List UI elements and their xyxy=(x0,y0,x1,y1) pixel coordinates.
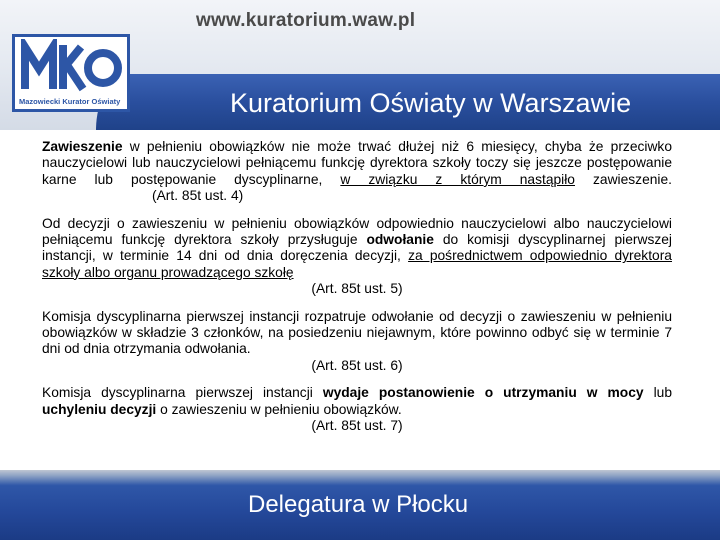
page-title: Kuratorium Oświaty w Warszawie xyxy=(230,88,632,118)
footer xyxy=(0,470,720,540)
logo-caption: Mazowiecki Kurator Oświaty xyxy=(19,97,121,106)
paragraph-4-text: Komisja dyscyplinarna pierwszej instancji xyxy=(42,385,323,401)
paragraph-2-underlined: za pośrednictwem odpowiednio dyrektora szkoły albo organu prowadzącego szkołę xyxy=(42,248,672,280)
header xyxy=(0,0,720,130)
site-url[interactable]: www.kuratorium.waw.pl xyxy=(196,10,416,31)
term-odwolanie: odwołanie xyxy=(366,232,434,248)
paragraph-2-text-mid: do komisji dyscyplinarnej pierwszej instancji, w terminie 14 dni od dnia doręczenia decyzji, xyxy=(42,232,672,264)
footer-title: Delegatura w Płocku xyxy=(248,491,469,518)
paragraph-3-text: Komisja dyscyplinarna pierwszej instancji rozpatruje odwołanie od decyzji o zawieszeniu w pełnieniu obowiązków w składzie 3 członków, na posiedzeniu niejawnym, które powinno odbyć się w terminie 7 dni od dnia otrzymania odwołania. xyxy=(42,308,672,357)
main-content xyxy=(42,139,672,446)
paragraph-2 xyxy=(42,216,672,298)
logo-mark-icon xyxy=(19,39,123,95)
term-zawieszenie: Zawieszenie xyxy=(42,139,123,154)
paragraph-1-text: w pełnieniu obowiązków nie może trwać dłużej niż 6 miesięcy, chyba że przeciwko nauczycielowi lub nauczycielowi pełniącemu funkcję dyrektora szkoły toczy się jeszcze postępowanie karne lub postępowanie dyscyplinarne, xyxy=(42,139,672,187)
paragraph-4-text-mid: lub xyxy=(643,385,672,401)
paragraph-1-text-end: zawieszenie. xyxy=(574,171,672,187)
citation-art-85t-7: (Art. 85t ust. 7) xyxy=(311,418,403,434)
paragraph-1 xyxy=(42,139,672,205)
paragraph-4 xyxy=(42,385,672,434)
citation-art-85t-5: (Art. 85t ust. 5) xyxy=(311,281,403,297)
paragraph-4-text-end: o zawieszeniu w pełnieniu obowiązków. xyxy=(156,401,402,417)
paragraph-2-text: Od decyzji o zawieszeniu w pełnieniu obowiązków odpowiednio nauczycielowi albo nauczycielowi pełniącemu funkcję dyrektora szkoły przysługuje xyxy=(42,215,672,248)
term-uchylenie: uchyleniu decyzji xyxy=(42,401,157,417)
paragraph-1-underlined: w związku z którym nastąpiło xyxy=(340,171,575,187)
citation-art-85t-6: (Art. 85t ust. 6) xyxy=(311,357,403,373)
paragraph-3 xyxy=(42,309,672,375)
citation-art-85t-4: (Art. 85t ust. 4) xyxy=(152,188,244,204)
mko-logo xyxy=(12,34,130,112)
term-utrzymanie: wydaje postanowienie o utrzymaniu w mocy xyxy=(322,385,644,401)
